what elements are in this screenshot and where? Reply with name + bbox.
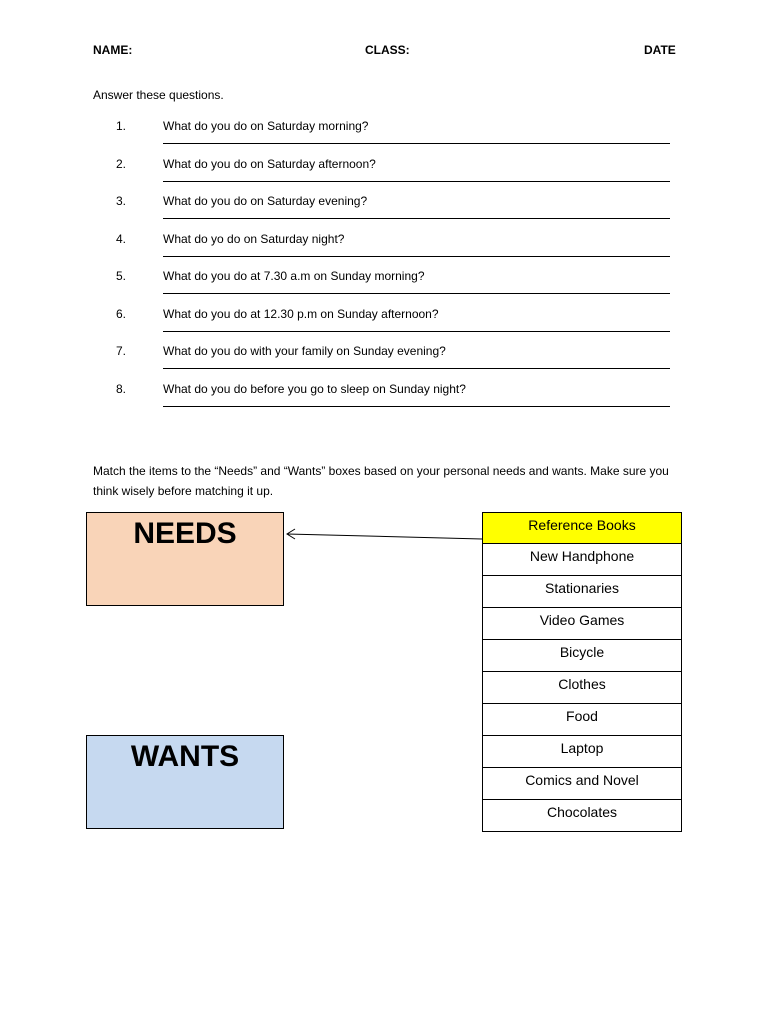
question-item <box>0 194 768 230</box>
question-item <box>0 119 768 155</box>
arrow-head <box>287 529 295 539</box>
question-number: 7. <box>116 344 127 358</box>
question-text: What do you do at 12.30 p.m on Sunday afternoon? <box>163 307 439 321</box>
item-bicycle[interactable]: Bicycle <box>482 640 682 672</box>
matching-instructions: Match the items to the “Needs” and “Wants” boxes based on your personal needs and wants. Make sure you think wisely before matching it up. <box>93 464 669 498</box>
question-item <box>0 344 768 380</box>
wants-title: WANTS <box>130 740 240 773</box>
class-label: CLASS: <box>365 43 410 57</box>
question-text: What do you do at 7.30 a.m on Sunday morning? <box>163 269 425 283</box>
item-reference-books[interactable]: Reference Books <box>482 512 682 544</box>
item-food[interactable]: Food <box>482 704 682 736</box>
question-number: 4. <box>116 232 127 246</box>
question-number: 8. <box>116 382 127 396</box>
item-laptop[interactable]: Laptop <box>482 736 682 768</box>
answer-line[interactable] <box>163 181 670 182</box>
question-number: 3. <box>116 194 127 208</box>
question-text: What do you do with your family on Sunday evening? <box>163 344 446 358</box>
item-new-handphone[interactable]: New Handphone <box>482 544 682 576</box>
item-video-games[interactable]: Video Games <box>482 608 682 640</box>
name-label: NAME: <box>93 43 133 57</box>
question-number: 1. <box>116 119 127 133</box>
answer-line[interactable] <box>163 293 670 294</box>
question-item <box>0 232 768 268</box>
question-number: 5. <box>116 269 127 283</box>
item-stationaries[interactable]: Stationaries <box>482 576 682 608</box>
question-text: What do you do before you go to sleep on Sunday night? <box>163 382 466 396</box>
question-text: What do you do on Saturday afternoon? <box>163 157 376 171</box>
answer-line[interactable] <box>163 368 670 369</box>
question-item <box>0 307 768 343</box>
answer-line[interactable] <box>163 256 670 257</box>
questions-instructions: Answer these questions. <box>93 88 224 102</box>
answer-line[interactable] <box>163 331 670 332</box>
question-text: What do yo do on Saturday night? <box>163 232 345 246</box>
question-text: What do you do on Saturday morning? <box>163 119 369 133</box>
item-chocolates[interactable]: Chocolates <box>482 800 682 832</box>
question-number: 2. <box>116 157 127 171</box>
arrow-line <box>287 534 482 539</box>
question-text: What do you do on Saturday evening? <box>163 194 368 208</box>
date-label: DATE <box>644 43 676 57</box>
wants-box[interactable] <box>86 735 284 829</box>
answer-line[interactable] <box>163 218 670 219</box>
needs-title: NEEDS <box>133 517 237 550</box>
answer-line[interactable] <box>163 406 670 407</box>
item-comics-and-novel[interactable]: Comics and Novel <box>482 768 682 800</box>
item-clothes[interactable]: Clothes <box>482 672 682 704</box>
item-list <box>482 512 682 832</box>
question-item <box>0 157 768 193</box>
question-item <box>0 382 768 418</box>
needs-box[interactable] <box>86 512 284 606</box>
question-item <box>0 269 768 305</box>
answer-line[interactable] <box>163 143 670 144</box>
question-number: 6. <box>116 307 127 321</box>
